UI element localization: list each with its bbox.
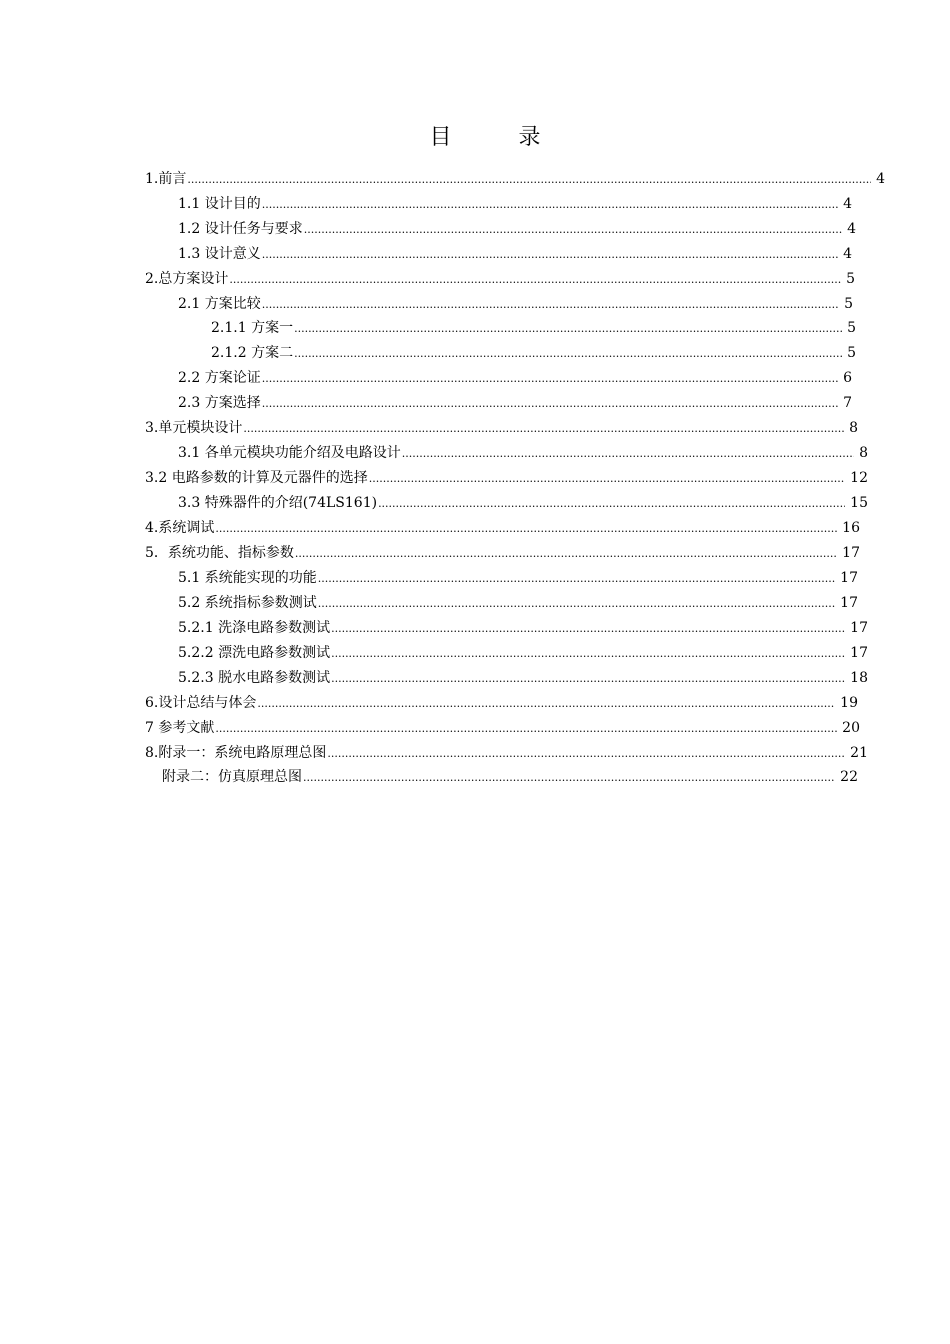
toc-leader (331, 669, 845, 689)
toc-entry-label: 7 参考文献 (145, 720, 215, 736)
toc-entry-label: 5.2.2 漂洗电路参数测试 (178, 645, 331, 661)
toc-leader (318, 594, 835, 614)
toc-leader (369, 469, 845, 489)
toc-entry-label: 2.总方案设计 (145, 271, 229, 287)
toc-entry-label: 2.1.1 方案一 (211, 320, 294, 336)
toc-entry-5-2-1[interactable] (178, 618, 868, 638)
toc-leader (187, 170, 871, 190)
toc-entry-page: 4 (847, 221, 856, 237)
toc-entry-page: 15 (850, 495, 868, 511)
toc-entry-1[interactable] (145, 169, 885, 189)
toc-entry-label: 3.单元模块设计 (145, 420, 243, 436)
toc-leader (262, 394, 838, 414)
toc-leader (378, 494, 845, 514)
toc-entry-8[interactable] (145, 743, 868, 763)
toc-entry-page: 4 (843, 246, 852, 262)
toc-leader (318, 569, 835, 589)
toc-entry-page: 8 (859, 445, 868, 461)
toc-entry-2-1-2[interactable] (211, 343, 856, 363)
toc-entry-label: 3.2 电路参数的计算及元器件的选择 (145, 470, 368, 486)
toc-entry-page: 17 (850, 645, 868, 661)
toc-entry-label: 1.1 设计目的 (178, 196, 261, 212)
toc-entry-appendix-2[interactable] (162, 767, 858, 787)
toc-entry-page: 6 (843, 370, 852, 386)
toc-entry-6[interactable] (145, 693, 858, 713)
toc-leader (262, 245, 838, 265)
toc-leader (294, 344, 842, 364)
toc-entry-label: 1.前言 (145, 171, 187, 187)
toc-leader (262, 295, 839, 315)
toc-entry-label: 3.1 各单元模块功能介绍及电路设计 (178, 445, 401, 461)
toc-leader (402, 444, 854, 464)
toc-entry-7[interactable] (145, 718, 860, 738)
toc-leader (331, 644, 845, 664)
toc-entry-page: 5 (847, 320, 856, 336)
toc-leader (303, 768, 835, 788)
toc-leader (257, 694, 835, 714)
toc-leader (215, 719, 837, 739)
toc-entry-page: 22 (840, 769, 858, 785)
toc-entry-page: 5 (844, 296, 853, 312)
toc-entry-label: 2.3 方案选择 (178, 395, 261, 411)
toc-entry-5-2-2[interactable] (178, 643, 868, 663)
toc-entry-2-1-1[interactable] (211, 318, 856, 338)
toc-entry-page: 5 (846, 271, 855, 287)
toc-entry-page: 18 (850, 670, 868, 686)
toc-entry-page: 16 (842, 520, 860, 536)
toc-leader (215, 519, 837, 539)
toc-entry-1-3[interactable] (178, 244, 852, 264)
toc-entry-page: 5 (847, 345, 856, 361)
toc-entry-2-3[interactable] (178, 393, 852, 413)
toc-entry-page: 17 (840, 570, 858, 586)
toc-leader (331, 619, 845, 639)
toc-leader (294, 319, 842, 339)
toc-entry-5-1[interactable] (178, 568, 858, 588)
toc-leader (229, 270, 841, 290)
toc-entry-page: 8 (849, 420, 858, 436)
toc-entry-label: 附录二：仿真原理总图 (162, 769, 302, 785)
toc-leader (262, 369, 838, 389)
toc-leader (304, 220, 842, 240)
toc-entry-page: 4 (876, 171, 885, 187)
toc-entry-page: 17 (850, 620, 868, 636)
toc-entry-5-2[interactable] (178, 593, 858, 613)
toc-entry-label: 4.系统调试 (145, 520, 215, 536)
toc-entry-5-2-3[interactable] (178, 668, 868, 688)
toc-entry-label: 8.附录一：系统电路原理总图 (145, 745, 327, 761)
toc-entry-4[interactable] (145, 518, 860, 538)
toc-leader (243, 419, 844, 439)
toc-entry-label: 5.1 系统能实现的功能 (178, 570, 317, 586)
toc-entry-label: 2.1.2 方案二 (211, 345, 294, 361)
toc-entry-label: 5.2 系统指标参数测试 (178, 595, 317, 611)
toc-entry-5[interactable] (145, 543, 860, 563)
toc-entry-label: 3.3 特殊器件的介绍(74LS161) (178, 495, 378, 511)
toc-entry-label: 1.2 设计任务与要求 (178, 221, 303, 237)
toc-entry-2[interactable] (145, 269, 855, 289)
toc-entry-label: 5.2.1 洗涤电路参数测试 (178, 620, 331, 636)
toc-entry-label: 2.1 方案比较 (178, 296, 261, 312)
toc-entry-2-1[interactable] (178, 294, 853, 314)
toc-entry-label: 6.设计总结与体会 (145, 695, 257, 711)
toc-entry-page: 17 (840, 595, 858, 611)
toc-leader (262, 195, 838, 215)
toc-leader (295, 544, 837, 564)
toc-entry-2-2[interactable] (178, 368, 852, 388)
toc-entry-page: 4 (843, 196, 852, 212)
toc-entry-3[interactable] (145, 418, 858, 438)
toc-entry-3-2[interactable] (145, 468, 868, 488)
toc-entry-page: 19 (840, 695, 858, 711)
toc-leader (327, 744, 845, 764)
toc-entry-3-3[interactable] (178, 493, 868, 513)
toc-title: 目 录 (429, 125, 571, 150)
toc-entry-page: 21 (850, 745, 868, 761)
toc-entry-label: 1.3 设计意义 (178, 246, 261, 262)
toc-entry-page: 7 (843, 395, 852, 411)
toc-entry-label: 2.2 方案论证 (178, 370, 261, 386)
toc-entry-label: 5．系统功能、指标参数 (145, 545, 294, 561)
toc-entry-page: 12 (850, 470, 868, 486)
toc-entry-page: 20 (842, 720, 860, 736)
toc-entry-label: 5.2.3 脱水电路参数测试 (178, 670, 331, 686)
toc-entry-1-2[interactable] (178, 219, 856, 239)
toc-entry-3-1[interactable] (178, 443, 868, 463)
toc-entry-page: 17 (842, 545, 860, 561)
toc-entry-1-1[interactable] (178, 194, 852, 214)
